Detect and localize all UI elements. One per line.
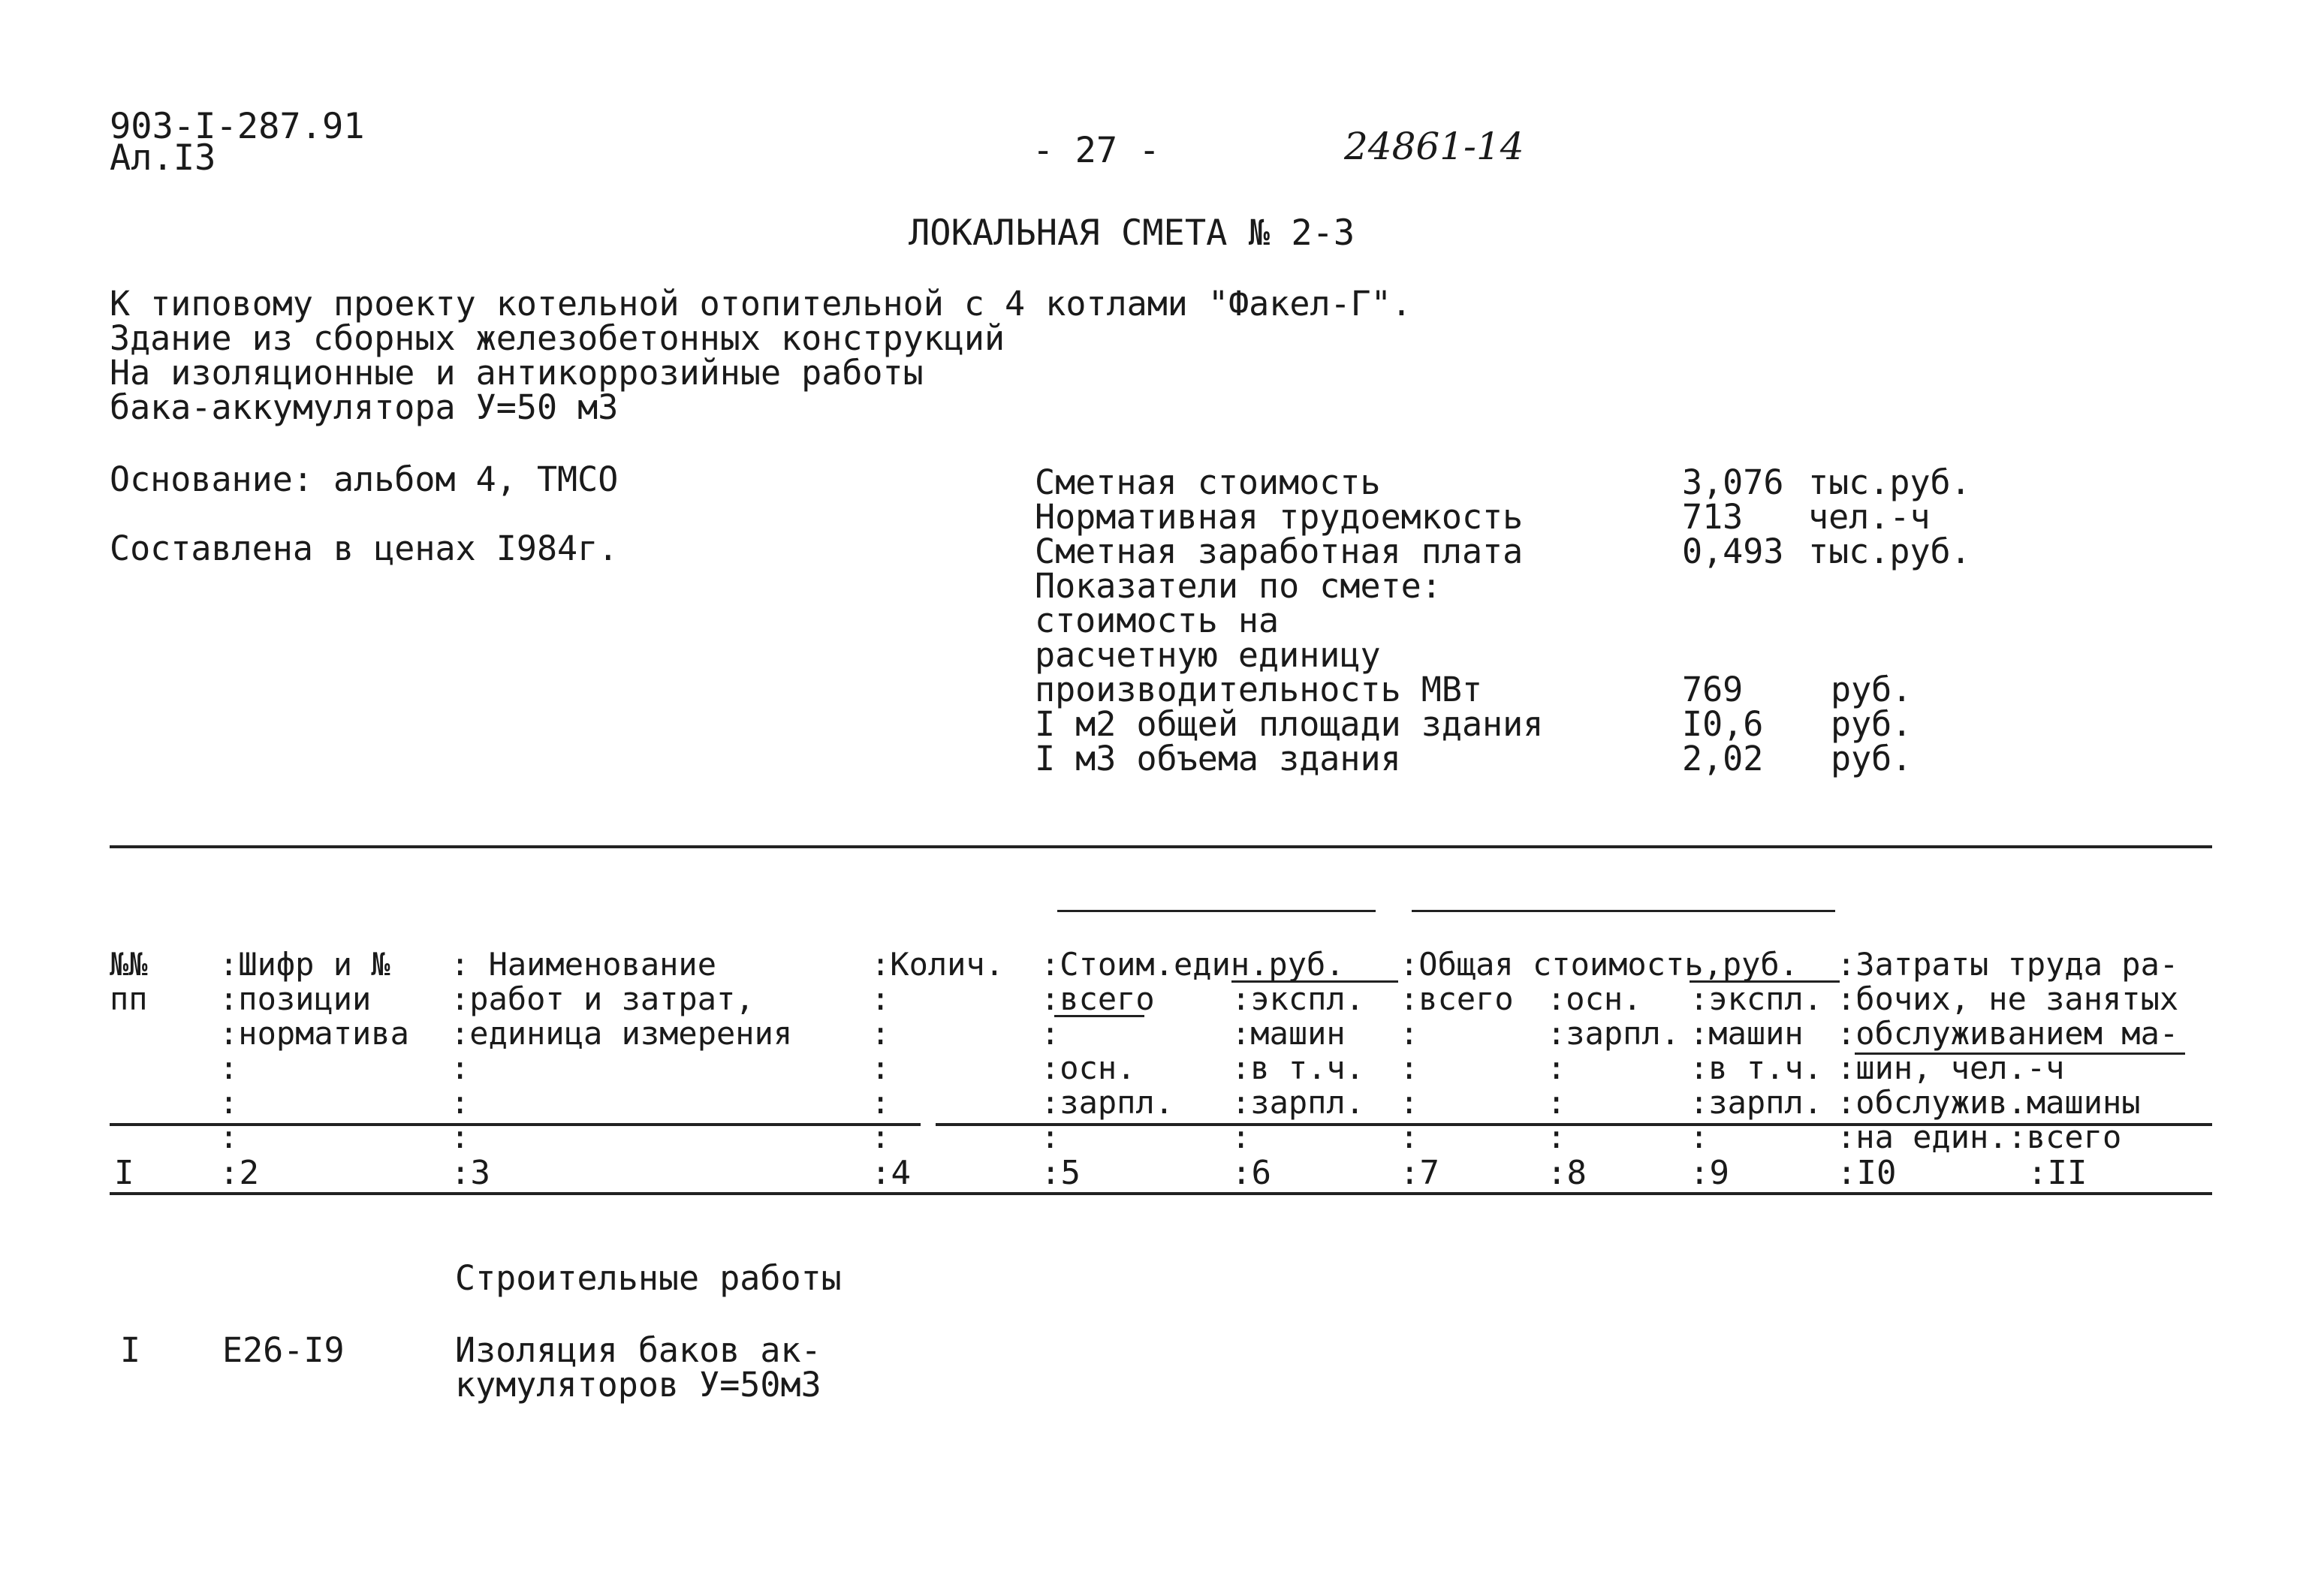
summary-value: 769 <box>1682 670 1744 709</box>
summary-value: 2,02 <box>1682 739 1764 778</box>
summary-unit: тыс.руб. <box>1808 531 1971 571</box>
summary-label: Нормативная трудоемкость <box>1035 497 1524 537</box>
column-number: :6 <box>1231 1154 1271 1192</box>
page-title: ЛОКАЛЬНАЯ СМЕТА № 2-3 <box>909 212 1355 254</box>
header-col-total-salary: :осн. :зарпл. : : : <box>1547 980 1681 1155</box>
summary-label: Сметная стоимость <box>1035 462 1381 502</box>
header-col-unit-machines: :экспл. :машин :в т.ч. :зарпл. : <box>1231 980 1365 1155</box>
column-number: I <box>114 1154 134 1192</box>
header-col-total-cost: :Общая стоимость,руб. :всего : : : : <box>1400 946 1799 1155</box>
summary-value: 0,493 <box>1682 531 1784 571</box>
summary-unit: руб. <box>1831 704 1913 744</box>
column-number: :I0 <box>1837 1154 1897 1192</box>
column-number: :2 <box>219 1154 259 1192</box>
header-col-qty: :Колич. : : : : : <box>871 946 1005 1155</box>
summary-label: Показатели по смете: <box>1035 566 1442 606</box>
column-number: :4 <box>871 1154 911 1192</box>
summary-unit: тыс.руб. <box>1808 462 1971 502</box>
description-line: Здание из сборных железобетонных конструкций <box>110 318 1005 358</box>
handwritten-number: 24861-14 <box>1344 125 1524 168</box>
description-line: бака-аккумулятора У=50 м3 <box>110 387 619 427</box>
summary-label: I м2 общей площади здания <box>1035 704 1544 744</box>
column-number: :3 <box>451 1154 490 1192</box>
column-number: :5 <box>1041 1154 1081 1192</box>
column-number: :II <box>2027 1154 2087 1192</box>
summary-unit: чел.-ч <box>1808 497 1931 537</box>
header-col-labor: :Затраты труда ра- :бочих, не занятых :обслуживанием ма- :шин, чел.-ч :обслужив.машины :на един.:всего <box>1837 946 2179 1155</box>
column-number: :8 <box>1547 1154 1587 1192</box>
section-title: Строительные работы <box>455 1258 842 1298</box>
basis-text: Основание: альбом 4, ТМСО <box>110 459 619 499</box>
summary-unit: руб. <box>1831 739 1913 778</box>
page-number: - 27 - <box>1032 130 1160 171</box>
summary-label: стоимость на <box>1035 601 1280 640</box>
row-name: Изоляция баков ак- <box>455 1330 821 1370</box>
column-number: :7 <box>1400 1154 1439 1192</box>
summary-label: I м3 объема здания <box>1035 739 1401 778</box>
row-name: кумуляторов У=50м3 <box>455 1365 821 1405</box>
table-top-rule <box>110 845 2212 848</box>
summary-label: расчетную единицу <box>1035 635 1381 675</box>
header-col-total-machines: :экспл. :машин :в т.ч. :зарпл. : <box>1690 980 1823 1155</box>
summary-value: I0,6 <box>1682 704 1764 744</box>
doc-code: 903-I-287.91 <box>110 106 365 147</box>
summary-value: 3,076 <box>1682 462 1784 502</box>
header-col-name: : Наименование :работ и затрат, :единица измерения : : : <box>451 946 793 1155</box>
row-code: Е26-I9 <box>222 1330 345 1370</box>
summary-label: Сметная заработная плата <box>1035 531 1524 571</box>
prices-text: Составлена в ценах I984г. <box>110 528 619 568</box>
header-col-num: №№ пп <box>110 946 148 1017</box>
summary-label: производительность МВт <box>1035 670 1483 709</box>
description-line: На изоляционные и антикоррозийные работы <box>110 353 924 393</box>
sheet-number: Ал.I3 <box>110 137 216 179</box>
description-line: К типовому проекту котельной отопительной с 4 котлами "Факел-Г". <box>110 284 1412 324</box>
header-col-code: :Шифр и № :позиции :норматива : : : <box>219 946 409 1155</box>
row-number: I <box>120 1330 141 1370</box>
summary-value: 713 <box>1682 497 1744 537</box>
column-number: :9 <box>1690 1154 1729 1192</box>
header-col-unit-cost: :Стоим.един.руб. :всего : :осн. :зарпл. : <box>1041 946 1345 1155</box>
summary-unit: руб. <box>1831 670 1913 709</box>
